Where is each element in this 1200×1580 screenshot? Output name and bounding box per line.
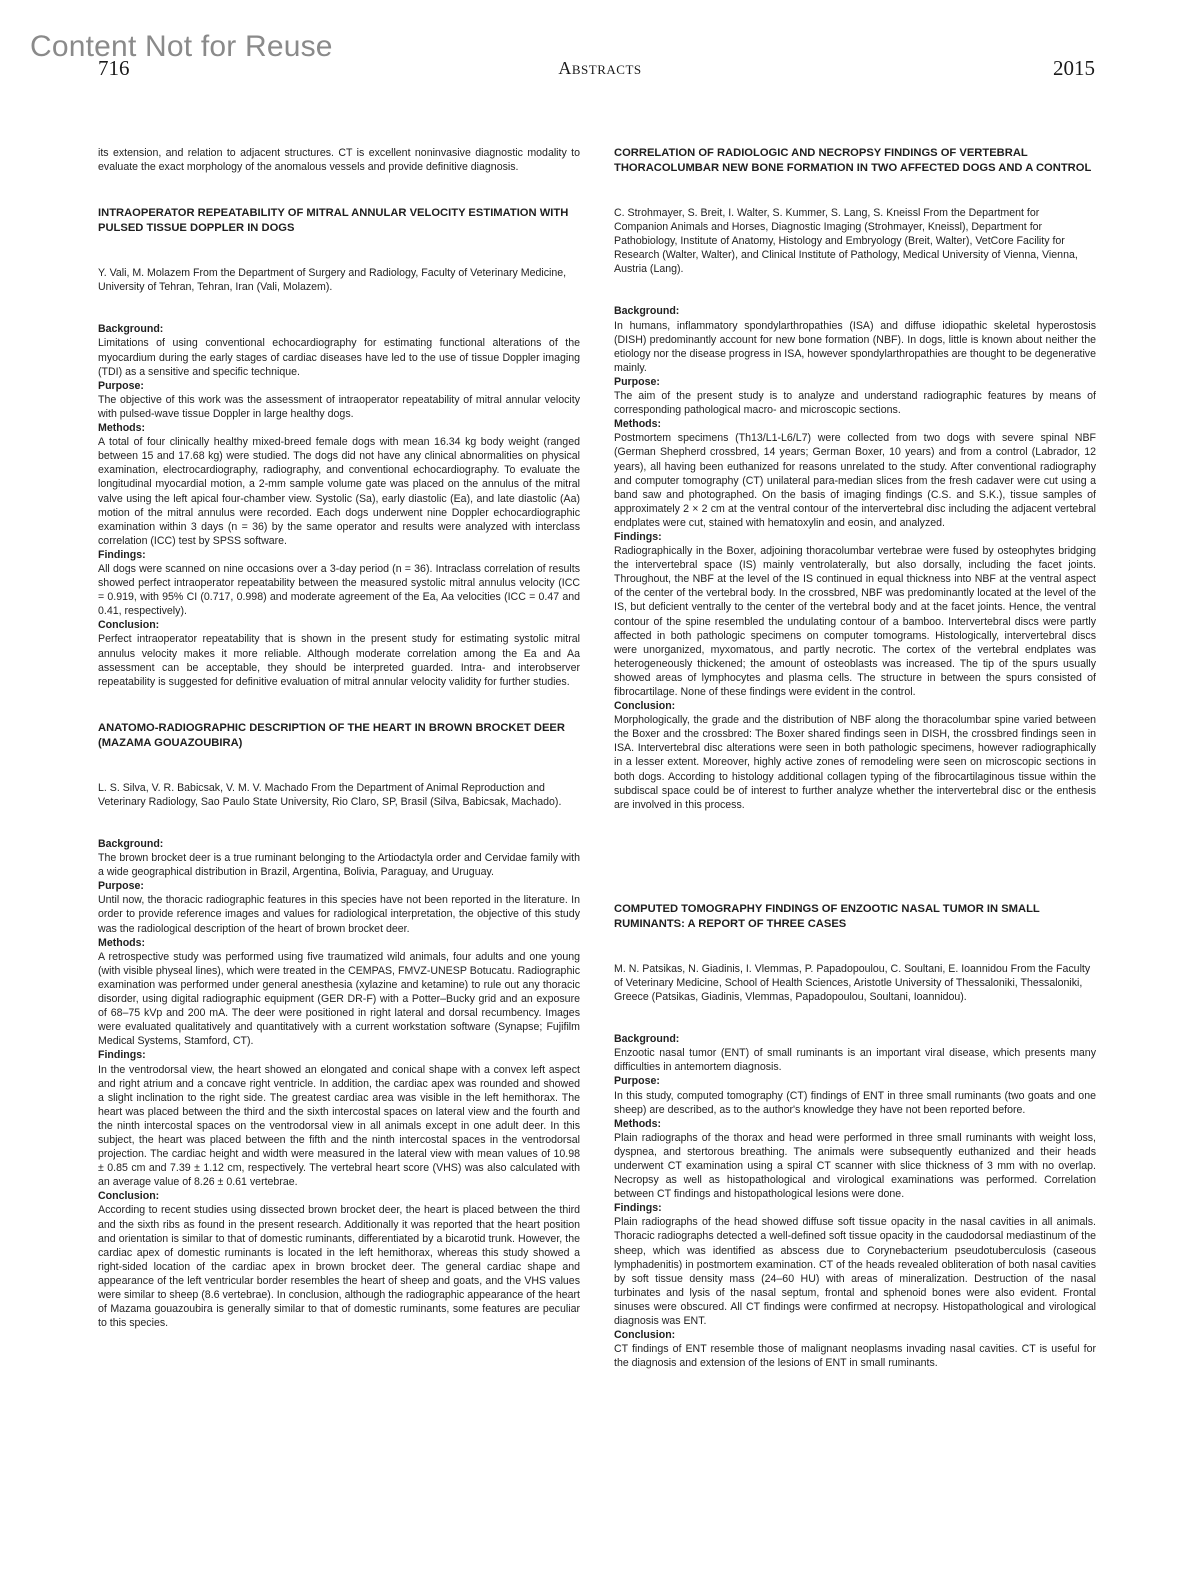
running-header: Abstracts: [558, 58, 642, 78]
section-label: Findings:: [614, 1202, 662, 1215]
section-text: All dogs were scanned on nine occasions over a 3-day period (n = 36). Intraclass correlation of results showed perfect intraoperator repeatability between the measured systolic mitral annulus velocity (ICC = 0.919, with 95% CI (0.717, 0.998) and moderate agreement of the Ea, Aa velocities (ICC = 0.47 and 0.41, respectively).: [98, 562, 580, 618]
section-label: Purpose:: [614, 375, 660, 388]
article-title: ANATOMO-RADIOGRAPHIC DESCRIPTION OF THE HEART IN BROWN BROCKET DEER (MAZAMA GOUAZOUBIRA): [98, 721, 565, 749]
article-title: CORRELATION OF RADIOLOGIC AND NECROPSY FINDINGS OF VERTEBRAL THORACOLUMBAR NEW BONE FORMATION IN TWO AFFECTED DOGS AND A CONTROL: [614, 147, 1092, 174]
section-text: According to recent studies using dissected brown brocket deer, the heart is placed between the third and the sixth ribs as found in the present research. Additionally it was reported that the heart position and orientation is similar to that of domestic ruminants, differentiated by a bicarotid trunk. However, the cardiac apex of domestic ruminants is located in the left hemithorax, whereas this study showed a right-sided location of the cardiac apex in brown brocket deer. The general cardiac shape and appearance of the left ventricular border resembles the heart of sheep and goats, and the VHS values were similar to sheep (8.6 vertebrae). In conclusion, although the radiographic appearance of the heart of Mazama gouazoubira is generally similar to that of domestic ruminants, some features are peculiar to this species.: [98, 1204, 580, 1330]
section-text: Perfect intraoperator repeatability that is shown in the present study for estimating systolic mitral annulus velocity makes it more reliable. Although moderate correlation among the Ea and Aa assessment can be acceptable, they should be interpreted guarded. Intra- and interobserver repeatability is suggested for definitive evaluation of mitral annular velocity validity for further studies.: [98, 633, 580, 688]
section-text: CT findings of ENT resemble those of malignant neoplasms invading nasal cavities. CT is useful for the diagnosis and extension of the lesions of ENT in small ruminants.: [614, 1343, 1096, 1370]
section-text: In the ventrodorsal view, the heart showed an elongated and conical shape with a convex left aspect and right atrium and a concave right ventricle. In addition, the cardiac apex was rounded and showed a slight inclination to the right side. The greatest cardiac area was visible in the left hemithorax. The heart was placed between the third and the sixth intercostal spaces on lateral view and the fourth and the ninth intercostal spaces on the ventrodorsal view in all animals except in one adult deer. In this subject, the heart was placed between the fifth and the ninth intercostal spaces in the ventrodorsal projection. The cardiac height and width were measured in the lateral view with mean values of 10.98 ± 0.85 cm and 7.39 ± 1.12 cm, respectively. The vertebral heart score (VHS) was also calculated with an average value of 8.26 ± 0.61 vertebrae.: [98, 1063, 580, 1189]
section-text: The objective of this work was the assessment of intraoperator repeatability of mitral annular velocity with pulsed-wave tissue Doppler in large healthy dogs.: [98, 393, 580, 420]
section-label: Methods:: [614, 418, 662, 431]
section-label: Methods:: [614, 1117, 662, 1130]
section-label: Methods:: [98, 936, 146, 949]
left-column: [98, 146, 580, 1330]
article-enzootic-nasal-tumor: [614, 902, 1096, 1371]
section-label: Conclusion:: [98, 1190, 160, 1203]
section-label: Purpose:: [98, 379, 144, 392]
article-title: INTRAOPERATOR REPEATABILITY OF MITRAL ANNULAR VELOCITY ESTIMATION WITH PULSED TISSUE DOPPLER IN DOGS: [98, 207, 569, 235]
continued-text: its extension, and relation to adjacent structures. CT is excellent noninvasive diagnostic modality to evaluate the exact morphology of the anomalous vessels and provide definitive diagnosis.: [98, 147, 580, 174]
section-label: Methods:: [98, 422, 146, 435]
section-text: Morphologically, the grade and the distribution of NBF along the thoracolumbar spine varied between the Boxer and the crossbred: The Boxer shared findings seen in DISH, the crossbred findings seen in ISA. Intervertebral disc alterations were seen in both pathologic specimens, however radiographically in a lesser extent. Moreover, highly active zones of remodeling were seen on microscopic sections in both dogs. According to histology additional collagen typing of the fibrocartilaginous tissue within the subdiscal space could be of interest to further analyze whether the intervertebral disc or the enthesis are involved in this process.: [614, 714, 1096, 811]
section-text: Plain radiographs of the head showed diffuse soft tissue opacity in the nasal cavities in all animals. Thoracic radiographs detected a well-defined soft tissue opacity in the caudodorsal mediastinum of the sheep, which was identified as abscess due to Corynebacterium pseudotuberculosis (caseous lymphadenitis) in postmortem examination. CT of the heads revealed obliteration of both nasal cavities by soft tissue density mass (24–60 HU) with areas of mineralization. Destruction of the nasal turbinates and lysis of the nasal septum, frontal and sphenoid bones were also evident. Frontal sinuses were obscured. All CT findings were confirmed at necropsy. Histopathological and virological diagnosis was ENT.: [614, 1216, 1096, 1327]
section-label: Conclusion:: [98, 619, 160, 632]
article-title: COMPUTED TOMOGRAPHY FINDINGS OF ENZOOTIC NASAL TUMOR IN SMALL RUMINANTS: A REPORT OF THREE CASES: [614, 902, 1040, 930]
article-authors: C. Strohmayer, S. Breit, I. Walter, S. Kummer, S. Lang, S. Kneissl From the Department for Companion Animals and Horses, Diagnostic Imaging (Strohmayer, Kneissl), Department for Pathobiology, Institute of Anatomy, Histology and Embryology (Breit, Walter), VetCore Facility for Research (Walter, Walter), and Clinical Institute of Pathology, Medical University of Vienna, Vienna, Austria (Lang).: [614, 207, 1078, 276]
section-label: Conclusion:: [614, 1329, 676, 1342]
section-text: In this study, computed tomography (CT) findings of ENT in three small ruminants (two goats and one sheep) are described, as to the author's knowledge they have not been reported before.: [614, 1089, 1096, 1116]
section-text: The aim of the present study is to analyze and understand radiographic features by means of corresponding pathological macro- and microscopic sections.: [614, 390, 1096, 417]
page-number: 716: [98, 56, 130, 80]
article-vertebral-nbf: [614, 146, 1096, 812]
section-label: Background:: [614, 1033, 680, 1046]
watermark: Content Not for Reuse: [30, 30, 333, 63]
article-mitral-velocity: [98, 206, 580, 689]
article-brocket-deer-heart: [98, 721, 580, 1330]
article-authors: L. S. Silva, V. R. Babicsak, V. M. V. Machado From the Department of Animal Reproduction and Veterinary Radiology, Sao Paulo State University, Rio Claro, SP, Brasil (Silva, Babicsak, Machado).: [98, 781, 562, 808]
section-text: Plain radiographs of the thorax and head were performed in three small ruminants with weight loss, dyspnea, and stertorous breathing. The animals were subsequently euthanized and their heads underwent CT examination using a spiral CT scanner with slice thickness of 3 mm with no overlap. Necropsy as well as histopathological and virological examinations was performed. Correlation between CT findings and histopathological lesions were done.: [614, 1131, 1096, 1201]
section-text: Enzootic nasal tumor (ENT) of small ruminants is an important viral disease, which presents many difficulties in antemortem diagnosis.: [614, 1047, 1096, 1074]
section-text: A total of four clinically healthy mixed-breed female dogs with mean 16.34 kg body weight (ranged between 15 and 17.68 kg) were studied. The dogs did not have any clinical abnormalities on physical examination, electrocardiography, radiography, and conventional echocardiography. To evaluate the longitudinal myocardial motion, a 2-mm sample volume gate was placed on the annulus of the mitral valve using the left apical four-chamber view. Systolic (Sa), early diastolic (Ea), and late diastolic (Aa) motion of the mitral annulus were recorded. Each dogs underwent nine Doppler echocardiographic examination within 3 days (n = 36) by the same operator and results were analyzed with interclass correlation (ICC) test by SPSS software.: [98, 436, 580, 547]
section-label: Background:: [98, 323, 164, 336]
section-label: Conclusion:: [614, 700, 676, 713]
section-text: Radiographically in the Boxer, adjoining thoracolumbar vertebrae were fused by osteophytes bridging the intervertebral space (IS) mainly ventrolaterally, but also dorsally, including the facet joints. Throughout, the NBF at the level of the IS continued in equal thickness into NBF at the ventral aspect of the center of the vertebral body. In the crossbred, NBF was predominantly located at the level of the IS, but deficient ventrally to the center of the vertebral body and at the facet joints. Hence, the ventral contour of the spine resembled the undulating contour of a bamboo. Intervertebral discs were partly affected in both pathologic specimens on computer tomograms. Histologically, intervertebral discs were unorganized, myxomatous, and partly necrotic. The cortex of the vertebral endplates was heterogeneously thickened; the amount of osteoblasts was increased. The tip of the spurs usually showed areas of lymphocytes and plasma cells. The structure in between the spurs consisted of fibrocartilage. None of these findings were evident in the control.: [614, 545, 1096, 698]
section-text: Postmortem specimens (Th13/L1-L6/L7) were collected from two dogs with severe spinal NBF (German Shepherd crossbred, 14 years; German Boxer, 10 years) and from a control (Labrador, 12 years), all having been euthanized for reasons unrelated to the study. After conventional radiography and computer tomography (CT) unilateral para-median slices from the fresh cadaver were cut using a band saw and photographed. On the basis of imaging findings (C.S. and S.K.), tissue samples of approximately 2 × 2 cm at the ventral contour of the intervertebral disc including the adjacent vertebral endplates were cut, stained with hematoxylin and eosin, and analyzed.: [614, 432, 1096, 529]
article-authors: M. N. Patsikas, N. Giadinis, I. Vlemmas, P. Papadopoulou, C. Soultani, E. Ioannidou From the Faculty of Veterinary Medicine, School of Health Sciences, Aristotle University of Thessaloniki, Thessaloniki, Greece (Patsikas, Giadinis, Vlemmas, Papadopoulou, Soultani, Ioannidou).: [614, 962, 1091, 1004]
section-label: Findings:: [614, 530, 662, 543]
section-text: A retrospective study was performed using five traumatized wild animals, four adults and one young (with visible physeal lines), which were treated in the CEMPAS, FMVZ-UNESP Botucatu. Radiographic examination was performed under general anesthesia (xylazine and ketamine) to rule out any thoracic disorder, using digital radiographic equipment (GER DR-F) with a Potter–Bucky grid and an exposure of 68–75 kVp and 200 mA. The deer were positioned in right lateral and dorsal recumbency. Images were evaluated qualitatively and quantitatively with a current workstation software (Synapse; Fujifilm Medical Systems, Stamford, CT).: [98, 950, 580, 1048]
section-text: Until now, the thoracic radiographic features in this species have not been reported in the literature. In order to provide reference images and values for radiological interpretation, the objective of this study was the radiological description of the heart of brown brocket deer.: [98, 894, 580, 935]
section-label: Background:: [614, 305, 680, 318]
section-text: Limitations of using conventional echocardiography for estimating functional alterations of the myocardium during the early stages of cardiac diseases have led to the use of tissue Doppler imaging (TDI) as a sensitive and specific technique.: [98, 337, 580, 378]
article-authors: Y. Vali, M. Molazem From the Department of Surgery and Radiology, Faculty of Veterinary Medicine, University of Tehran, Tehran, Iran (Vali, Molazem).: [98, 267, 567, 294]
section-label: Purpose:: [614, 1075, 660, 1088]
section-label: Findings:: [98, 1049, 146, 1062]
right-column: [614, 146, 1096, 1370]
section-label: Findings:: [98, 548, 146, 561]
section-text: In humans, inflammatory spondylarthropathies (ISA) and diffuse idiopathic skeletal hyperostosis (DISH) predominantly account for new bone formation (NBF). In dogs, little is known about neither the etiology nor the disease progress in ISA, however spondylarthropathies are thought to be degenerative mainly.: [614, 319, 1096, 374]
section-text: The brown brocket deer is a true ruminant belonging to the Artiodactyla order and Cervidae family with a wide geographical distribution in Brazil, Argentina, Bolivia, Paraguay, and Uruguay.: [98, 852, 580, 879]
year: 2015: [1053, 56, 1095, 80]
section-label: Purpose:: [98, 880, 144, 893]
section-label: Background:: [98, 838, 164, 850]
